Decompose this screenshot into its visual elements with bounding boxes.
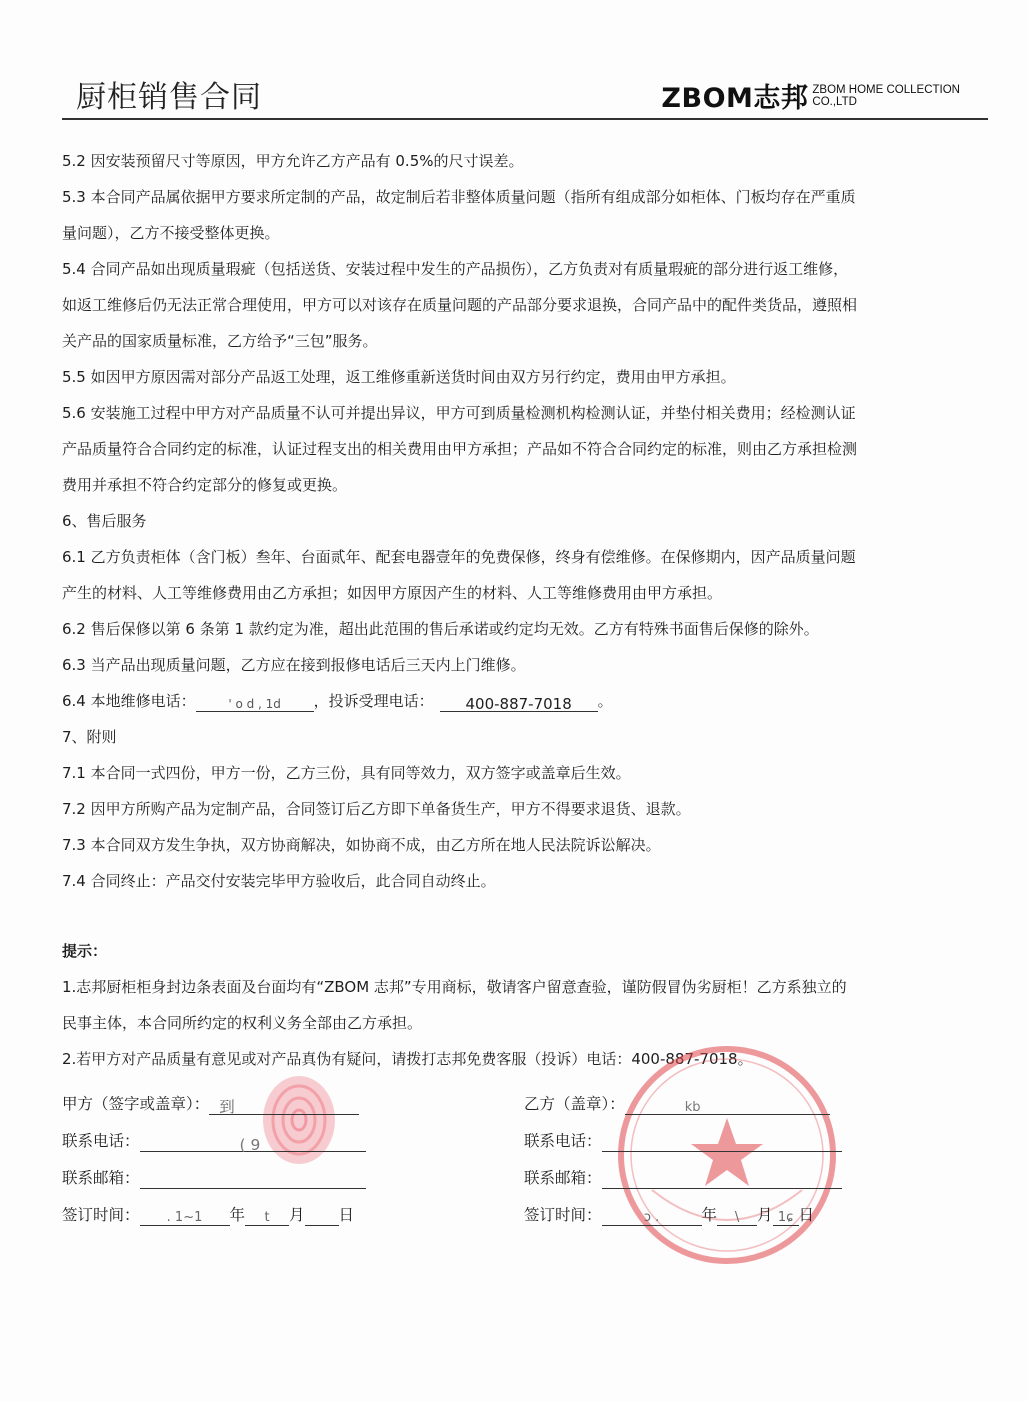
party-b-phone-label: 联系电话： — [524, 1132, 602, 1150]
brand-logo — [661, 76, 960, 115]
clause-5-2 — [62, 150, 997, 186]
clause-line: 如返工维修后仍无法正常合理使用，甲方可以对该存在质量问题的产品部分要求退换，合同产品中的配件类货品，遵照相 — [62, 296, 858, 314]
clause-6-4-suffix: 。 — [597, 692, 613, 710]
party-b-email-label: 联系邮箱： — [524, 1169, 602, 1187]
clause-5-5 — [62, 366, 997, 402]
clause-line: 产品质量符合合同约定的标准，认证过程支出的相关费用由甲方承担；产品如不符合合同约定的标准，则由乙方承担检测 — [62, 440, 858, 458]
section-7-heading: 7、附则 — [62, 728, 117, 746]
party-a-year-field[interactable]: . 1~1 — [140, 1207, 230, 1226]
contract-body — [62, 150, 997, 1084]
clause-7-4: 7.4 合同终止：产品交付安装完毕甲方验收后，此合同自动终止。 — [62, 872, 496, 890]
party-b-sign-row — [524, 1093, 842, 1130]
party-a-signature-field[interactable]: 到 — [209, 1096, 359, 1115]
brand-subtitle — [812, 84, 960, 108]
brand-name: ZBOM志邦 — [661, 83, 809, 114]
party-a-sign-label: 甲方（签字或盖章）： — [62, 1095, 210, 1113]
party-a-email-label: 联系邮箱： — [62, 1169, 140, 1187]
day-char: 日 — [338, 1206, 355, 1224]
clause-line: 费用并承担不符合约定部分的修复或更换。 — [62, 476, 348, 494]
notice-item-1 — [62, 976, 997, 1048]
party-b-phone-row — [524, 1130, 842, 1167]
notice-line: 民事主体，本合同所约定的权利义务全部由乙方承担。 — [62, 1014, 423, 1032]
party-a-column — [62, 1093, 366, 1241]
party-a-phone-field[interactable]: ( 9 — [140, 1134, 366, 1152]
party-b-month-field[interactable]: \ — [717, 1207, 757, 1226]
clause-line: 5.5 如因甲方原因需对部分产品返工处理，返工维修重新送货时间由双方另行约定，费用由甲方承担。 — [62, 368, 736, 386]
brand-sub-line-1: ZBOM HOME COLLECTION — [812, 83, 960, 96]
notice-item-2 — [62, 1048, 997, 1084]
year-char: 年 — [229, 1206, 246, 1224]
clause-6-4 — [62, 690, 997, 726]
document-title: 厨柜销售合同 — [76, 80, 262, 115]
party-b-phone-field[interactable] — [602, 1133, 842, 1152]
party-a-sign-row — [62, 1093, 366, 1130]
clause-line: 关产品的国家质量标准，乙方给予“三包”服务。 — [62, 332, 378, 350]
clause-7-3: 7.3 本合同双方发生争执，双方协商解决，如协商不成，由乙方所在地人民法院诉讼解决。 — [62, 836, 661, 854]
clause-line: 量问题），乙方不接受整体更换。 — [62, 224, 280, 242]
brand-sub-line-2: CO.,LTD — [812, 95, 857, 108]
clause-line: 5.3 本合同产品属依据甲方要求所定制的产品，故定制后若非整体质量问题（指所有组成部分如柜体、门板均存在严重质 — [62, 188, 856, 206]
party-a-phone-label: 联系电话： — [62, 1132, 140, 1150]
clause-6-4-prefix: 6.4 本地维修电话： — [62, 692, 196, 710]
party-b-email-row — [524, 1167, 842, 1204]
clause-7-2: 7.2 因甲方所购产品为定制产品，合同签订后乙方即下单备货生产，甲方不得要求退货、退款。 — [62, 800, 691, 818]
party-b-year-field[interactable]: ɔ . — [602, 1207, 702, 1226]
clause-line: 6.1 乙方负责柜体（含门板）叁年、台面贰年、配套电器壹年的免费保修，终身有偿维修。在保修期内，因产品质量问题 — [62, 548, 856, 566]
party-b-sign-label: 乙方（盖章）： — [524, 1095, 625, 1113]
clause-line: 6.2 售后保修以第 6 条第 1 款约定为准，超出此范围的售后承诺或约定均无效。乙方有特殊书面售后保修的除外。 — [62, 620, 819, 638]
day-char: 日 — [798, 1206, 815, 1224]
clause-7-1: 7.1 本合同一式四份，甲方一份，乙方三份，具有同等效力，双方签字或盖章后生效。 — [62, 764, 631, 782]
party-b-day-field[interactable]: 1ɕ — [773, 1207, 799, 1226]
clause-line: 5.6 安装施工过程中甲方对产品质量不认可并提出异议，甲方可到质量检测机构检测认证，并垫付相关费用；经检测认证 — [62, 404, 856, 422]
clause-6-2 — [62, 618, 997, 654]
page-header — [62, 66, 988, 116]
party-a-email-field[interactable] — [140, 1170, 366, 1189]
party-b-email-field[interactable] — [602, 1170, 842, 1189]
clause-6-3 — [62, 654, 997, 690]
clause-5-4 — [62, 258, 997, 366]
clause-line: 6.3 当产品出现质量问题，乙方应在接到报修电话后三天内上门维修。 — [62, 656, 526, 674]
party-b-date-label: 签订时间： — [524, 1206, 602, 1224]
clause-6-4-mid: ，投诉受理电话： — [313, 692, 434, 710]
notice-line: 1.志邦厨柜柜身封边条表面及台面均有“ZBOM 志邦”专用商标，敬请客户留意查验，谨防假冒伪劣厨柜！乙方系独立的 — [62, 978, 847, 996]
party-b-column — [524, 1093, 842, 1241]
clause-line: 产生的材料、人工等维修费用由乙方承担；如因甲方原因产生的材料、人工等维修费用由甲方承担。 — [62, 584, 723, 602]
party-a-phone-row — [62, 1130, 366, 1167]
year-char: 年 — [701, 1206, 718, 1224]
notice-heading: 提示： — [62, 942, 108, 960]
notice-line: 2.若甲方对产品质量有意见或对产品真伪有疑问，请拨打志邦免费客服（投诉）电话：400-887-7018。 — [62, 1050, 753, 1068]
clause-line: 5.2 因安装预留尺寸等原因，甲方允许乙方产品有 0.5%的尺寸误差。 — [62, 152, 524, 170]
clause-5-6 — [62, 402, 997, 510]
party-a-email-row — [62, 1167, 366, 1204]
clause-5-3 — [62, 186, 997, 258]
party-b-date-row — [524, 1204, 842, 1241]
party-a-date-row — [62, 1204, 366, 1241]
month-char: 月 — [757, 1206, 773, 1224]
clause-line: 5.4 合同产品如出现质量瑕疵（包括送货、安装过程中发生的产品损伤），乙方负责对有质量瑕疵的部分进行返工维修， — [62, 260, 849, 278]
party-a-date-label: 签订时间： — [62, 1206, 140, 1224]
party-a-day-field[interactable] — [305, 1207, 339, 1226]
party-a-month-field[interactable]: t — [245, 1207, 289, 1226]
clause-6-1 — [62, 546, 997, 618]
complaint-phone: 400-887-7018 — [440, 693, 598, 712]
section-6-heading: 6、售后服务 — [62, 512, 147, 530]
local-repair-phone: ' o d , 1d — [196, 693, 314, 712]
header-divider — [62, 118, 988, 120]
party-b-seal-field[interactable]: kb — [625, 1097, 830, 1115]
month-char: 月 — [289, 1206, 305, 1224]
spacer — [62, 906, 997, 940]
